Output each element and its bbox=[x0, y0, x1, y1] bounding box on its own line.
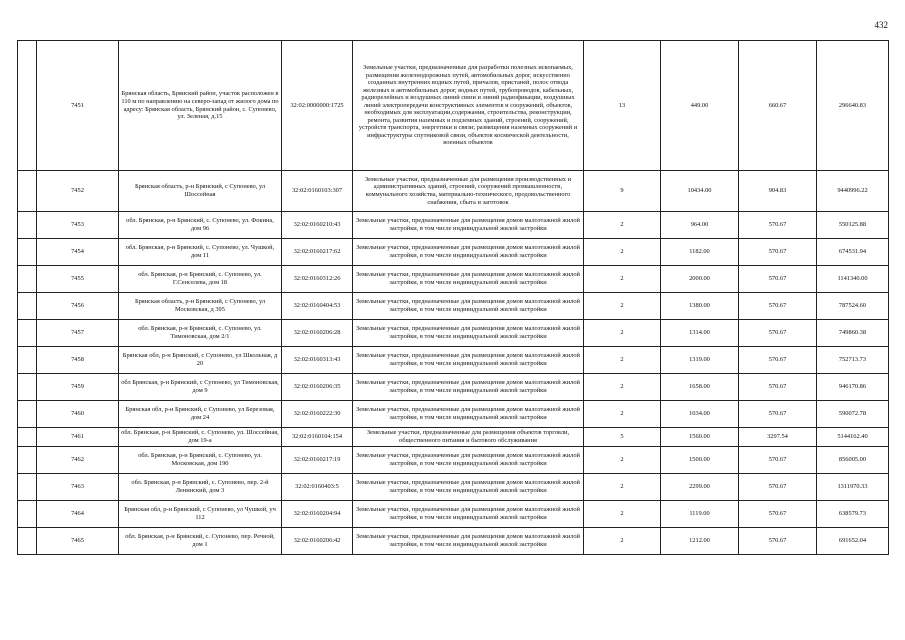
row-number-cell: 7459 bbox=[37, 374, 119, 401]
blank-cell bbox=[18, 474, 37, 501]
use-group-cell: 2 bbox=[584, 347, 661, 374]
blank-cell bbox=[18, 320, 37, 347]
land-use-cell: Земельные участки, предназначенные для размещения домов малоэтажной жилой застройки, в том числе индивидуальной жилой застройки bbox=[353, 266, 584, 293]
use-group-cell: 2 bbox=[584, 501, 661, 528]
land-use-cell: Земельные участки, предназначенные для размещения домов малоэтажной жилой застройки, в том числе индивидуальной жилой застройки bbox=[353, 374, 584, 401]
address-cell: обл. Брянская, р-н Брянский, с. Супонево, ул. Шоссейная, дом 19-а bbox=[119, 428, 282, 447]
cadastral-number-cell: 32:02:0160204:94 bbox=[282, 501, 353, 528]
address-cell: Брянская область, Брянский район, участок расположен в 110 м по направлению на северо-запад от жилого дома по адресу: Брянская область, Брянский район, с. Супонево, ул. Зеленая, д.15 bbox=[119, 41, 282, 171]
area-cell: 10434.00 bbox=[661, 171, 739, 212]
table-row bbox=[18, 212, 889, 239]
cadastral-value-cell: 590072.78 bbox=[817, 401, 889, 428]
use-group-cell: 2 bbox=[584, 374, 661, 401]
land-use-cell: Земельные участки, предназначенные для размещения производственных и административных зданий, строений, сооружений промышленности, коммунального хозяйства, материально-технического, продовольственного снабжения, сбыта и заготовок bbox=[353, 171, 584, 212]
area-cell: 1500.00 bbox=[661, 447, 739, 474]
use-group-cell: 2 bbox=[584, 320, 661, 347]
land-use-cell: Земельные участки, предназначенные для размещения объектов торговли, общественного питания и бытового обслуживания bbox=[353, 428, 584, 447]
address-cell: обл. Брянская, р-н Брянский, с. Супонево, пер. 2-й Ленинский, дом 3 bbox=[119, 474, 282, 501]
table-row bbox=[18, 293, 889, 320]
address-cell: Брянская обл, р-н Брянский, с Супонево, ул Школьная, д 20 bbox=[119, 347, 282, 374]
use-group-cell: 2 bbox=[584, 474, 661, 501]
use-group-cell: 2 bbox=[584, 212, 661, 239]
blank-cell bbox=[18, 428, 37, 447]
cadastral-value-cell: 638579.73 bbox=[817, 501, 889, 528]
address-cell: Брянская обл, р-н Брянский, с Супонево, ул Березовая, дом 24 bbox=[119, 401, 282, 428]
row-number-cell: 7461 bbox=[37, 428, 119, 447]
use-group-cell: 2 bbox=[584, 401, 661, 428]
area-cell: 1560.00 bbox=[661, 428, 739, 447]
area-cell: 1319.00 bbox=[661, 347, 739, 374]
address-cell: Брянская область, р-н Брянский, с Супонево, ул Шоссейная bbox=[119, 171, 282, 212]
land-use-cell: Земельные участки, предназначенные для размещения домов малоэтажной жилой застройки, в том числе индивидуальной жилой застройки bbox=[353, 212, 584, 239]
table-row bbox=[18, 528, 889, 555]
specific-value-cell: 904.83 bbox=[739, 171, 817, 212]
area-cell: 1212.00 bbox=[661, 528, 739, 555]
row-number-cell: 7454 bbox=[37, 239, 119, 266]
cadastral-number-cell: 32:02:0160104:154 bbox=[282, 428, 353, 447]
page-number: 432 bbox=[874, 20, 888, 30]
use-group-cell: 2 bbox=[584, 266, 661, 293]
specific-value-cell: 570.67 bbox=[739, 239, 817, 266]
row-number-cell: 7465 bbox=[37, 528, 119, 555]
table-row bbox=[18, 401, 889, 428]
specific-value-cell: 3297.54 bbox=[739, 428, 817, 447]
land-use-cell: Земельные участки, предназначенные для размещения домов малоэтажной жилой застройки, в том числе индивидуальной жилой застройки bbox=[353, 320, 584, 347]
cadastral-number-cell: 32:02:0160403:5 bbox=[282, 474, 353, 501]
use-group-cell: 2 bbox=[584, 293, 661, 320]
table-row bbox=[18, 428, 889, 447]
area-cell: 1034.00 bbox=[661, 401, 739, 428]
land-use-cell: Земельные участки, предназначенные для разработки полезных ископаемых, размещения железнодорожных путей, автомобильных дорог, искусственно созданных внутренних водных путей, причалов, пристаней, полос отвода железных и автомобильных дорог, водных путей, трубопроводов, кабельных, радиорелейных и воздушных линий связи и линий радиофикации, воздушных линий электропередачи конструктивных элементов и сооружений, объектов, необходимых для эксплуатации,содержания, строительства, реконструкции, ремонта, развития наземных и подземных зданий, строений, сооружений, устройств транспорта, энергетики и связи; размещения наземных сооружений и инфраструктуры спутниковой связи, объектов космической деятельности, военных объектов bbox=[353, 41, 584, 171]
address-cell: обл. Брянская, р-н Брянский, с. Супонево, ул. Тимоновская, дом 2/1 bbox=[119, 320, 282, 347]
cadastral-value-cell: 691652.04 bbox=[817, 528, 889, 555]
area-cell: 2000.00 bbox=[661, 266, 739, 293]
row-number-cell: 7453 bbox=[37, 212, 119, 239]
cadastral-number-cell: 32:02:0160222:30 bbox=[282, 401, 353, 428]
specific-value-cell: 570.67 bbox=[739, 374, 817, 401]
table-row bbox=[18, 266, 889, 293]
area-cell: 2299.00 bbox=[661, 474, 739, 501]
table-row bbox=[18, 171, 889, 212]
cadastral-value-cell: 749860.38 bbox=[817, 320, 889, 347]
table-body bbox=[18, 41, 889, 555]
specific-value-cell: 570.67 bbox=[739, 347, 817, 374]
use-group-cell: 2 bbox=[584, 528, 661, 555]
blank-cell bbox=[18, 239, 37, 266]
row-number-cell: 7452 bbox=[37, 171, 119, 212]
cadastral-number-cell: 32:02:0160206:28 bbox=[282, 320, 353, 347]
specific-value-cell: 570.67 bbox=[739, 401, 817, 428]
row-number-cell: 7458 bbox=[37, 347, 119, 374]
land-use-cell: Земельные участки, предназначенные для размещения домов малоэтажной жилой застройки, в том числе индивидуальной жилой застройки bbox=[353, 293, 584, 320]
use-group-cell: 5 bbox=[584, 428, 661, 447]
blank-cell bbox=[18, 528, 37, 555]
land-use-cell: Земельные участки, предназначенные для размещения домов малоэтажной жилой застройки, в том числе индивидуальной жилой застройки bbox=[353, 528, 584, 555]
row-number-cell: 7451 bbox=[37, 41, 119, 171]
cadastral-number-cell: 32:02:0160103:307 bbox=[282, 171, 353, 212]
cadastral-value-cell: 1141340.00 bbox=[817, 266, 889, 293]
address-cell: обл. Брянская, р-н Брянский, с. Супонево, ул. Московская, дом 190 bbox=[119, 447, 282, 474]
row-number-cell: 7462 bbox=[37, 447, 119, 474]
cadastral-value-cell: 9440996.22 bbox=[817, 171, 889, 212]
cadastral-number-cell: 32:02:0160210:43 bbox=[282, 212, 353, 239]
address-cell: обл. Брянская, р-н Брянский, с. Супонево, ул. Г.Сенселева, дом 18 bbox=[119, 266, 282, 293]
table-row bbox=[18, 320, 889, 347]
address-cell: обл. Брянская, р-н Брянский, с. Супонево, ул. Фокина, дом 96 bbox=[119, 212, 282, 239]
cadastral-number-cell: 32:02:0160313:43 bbox=[282, 347, 353, 374]
blank-cell bbox=[18, 347, 37, 374]
specific-value-cell: 570.67 bbox=[739, 447, 817, 474]
cadastral-number-cell: 32:02:0160404:53 bbox=[282, 293, 353, 320]
cadastral-value-cell: 1311970.33 bbox=[817, 474, 889, 501]
cadastral-number-cell: 32:02:0160206:35 bbox=[282, 374, 353, 401]
cadastral-number-cell: 32:02:0160217:62 bbox=[282, 239, 353, 266]
address-cell: обл. Брянская, р-н Брянский, с. Супонево, ул. Чушкой, дом 11 bbox=[119, 239, 282, 266]
cadastral-number-cell: 32:02:0000000:1725 bbox=[282, 41, 353, 171]
table-row bbox=[18, 239, 889, 266]
cadastral-value-cell: 946170.86 bbox=[817, 374, 889, 401]
area-cell: 1380.00 bbox=[661, 293, 739, 320]
table-row bbox=[18, 501, 889, 528]
specific-value-cell: 570.67 bbox=[739, 528, 817, 555]
address-cell: Брянская обл, р-н Брянский, с Супонево, ул Чушкой, уч 112 bbox=[119, 501, 282, 528]
row-number-cell: 7455 bbox=[37, 266, 119, 293]
row-number-cell: 7456 bbox=[37, 293, 119, 320]
blank-cell bbox=[18, 293, 37, 320]
land-use-cell: Земельные участки, предназначенные для размещения домов малоэтажной жилой застройки, в том числе индивидуальной жилой застройки bbox=[353, 347, 584, 374]
row-number-cell: 7460 bbox=[37, 401, 119, 428]
cadastral-value-cell: 550125.88 bbox=[817, 212, 889, 239]
address-cell: Брянская область, р-н Брянский, с Супонево, ул Московская, д 395 bbox=[119, 293, 282, 320]
area-cell: 449.00 bbox=[661, 41, 739, 171]
land-use-cell: Земельные участки, предназначенные для размещения домов малоэтажной жилой застройки, в том числе индивидуальной жилой застройки bbox=[353, 239, 584, 266]
blank-cell bbox=[18, 171, 37, 212]
land-use-cell: Земельные участки, предназначенные для размещения домов малоэтажной жилой застройки, в том числе индивидуальной жилой застройки bbox=[353, 401, 584, 428]
land-use-cell: Земельные участки, предназначенные для размещения домов малоэтажной жилой застройки, в том числе индивидуальной жилой застройки bbox=[353, 474, 584, 501]
cadastral-number-cell: 32:02:0160217:19 bbox=[282, 447, 353, 474]
blank-cell bbox=[18, 501, 37, 528]
use-group-cell: 2 bbox=[584, 447, 661, 474]
specific-value-cell: 570.67 bbox=[739, 293, 817, 320]
table-row bbox=[18, 374, 889, 401]
use-group-cell: 13 bbox=[584, 41, 661, 171]
use-group-cell: 2 bbox=[584, 239, 661, 266]
cadastral-value-table bbox=[17, 40, 889, 555]
row-number-cell: 7464 bbox=[37, 501, 119, 528]
table-row bbox=[18, 347, 889, 374]
specific-value-cell: 570.67 bbox=[739, 212, 817, 239]
cadastral-value-cell: 856005.00 bbox=[817, 447, 889, 474]
cadastral-value-cell: 5144162.40 bbox=[817, 428, 889, 447]
area-cell: 1658.00 bbox=[661, 374, 739, 401]
blank-cell bbox=[18, 374, 37, 401]
address-cell: обл Брянская, р-н Брянский, с Супонево, ул Тимоновская, дом 9 bbox=[119, 374, 282, 401]
area-cell: 1119.00 bbox=[661, 501, 739, 528]
area-cell: 1182.00 bbox=[661, 239, 739, 266]
table-row bbox=[18, 41, 889, 171]
blank-cell bbox=[18, 447, 37, 474]
specific-value-cell: 570.67 bbox=[739, 501, 817, 528]
cadastral-value-cell: 674531.94 bbox=[817, 239, 889, 266]
blank-cell bbox=[18, 41, 37, 171]
table-row bbox=[18, 447, 889, 474]
table-row bbox=[18, 474, 889, 501]
cadastral-value-cell: 296640.83 bbox=[817, 41, 889, 171]
blank-cell bbox=[18, 401, 37, 428]
use-group-cell: 9 bbox=[584, 171, 661, 212]
specific-value-cell: 570.67 bbox=[739, 266, 817, 293]
area-cell: 1314.00 bbox=[661, 320, 739, 347]
specific-value-cell: 570.67 bbox=[739, 474, 817, 501]
land-use-cell: Земельные участки, предназначенные для размещения домов малоэтажной жилой застройки, в том числе индивидуальной жилой застройки bbox=[353, 501, 584, 528]
specific-value-cell: 660.67 bbox=[739, 41, 817, 171]
cadastral-number-cell: 32:02:0160312:26 bbox=[282, 266, 353, 293]
land-use-cell: Земельные участки, предназначенные для размещения домов малоэтажной жилой застройки, в том числе индивидуальной жилой застройки bbox=[353, 447, 584, 474]
blank-cell bbox=[18, 212, 37, 239]
cadastral-number-cell: 32:02:0160206:42 bbox=[282, 528, 353, 555]
blank-cell bbox=[18, 266, 37, 293]
row-number-cell: 7463 bbox=[37, 474, 119, 501]
specific-value-cell: 570.67 bbox=[739, 320, 817, 347]
area-cell: 964.00 bbox=[661, 212, 739, 239]
address-cell: обл. Брянская, р-н Брянский, с. Супонево, пер. Речной, дом 1 bbox=[119, 528, 282, 555]
cadastral-value-cell: 752713.73 bbox=[817, 347, 889, 374]
row-number-cell: 7457 bbox=[37, 320, 119, 347]
cadastral-value-cell: 787524.60 bbox=[817, 293, 889, 320]
